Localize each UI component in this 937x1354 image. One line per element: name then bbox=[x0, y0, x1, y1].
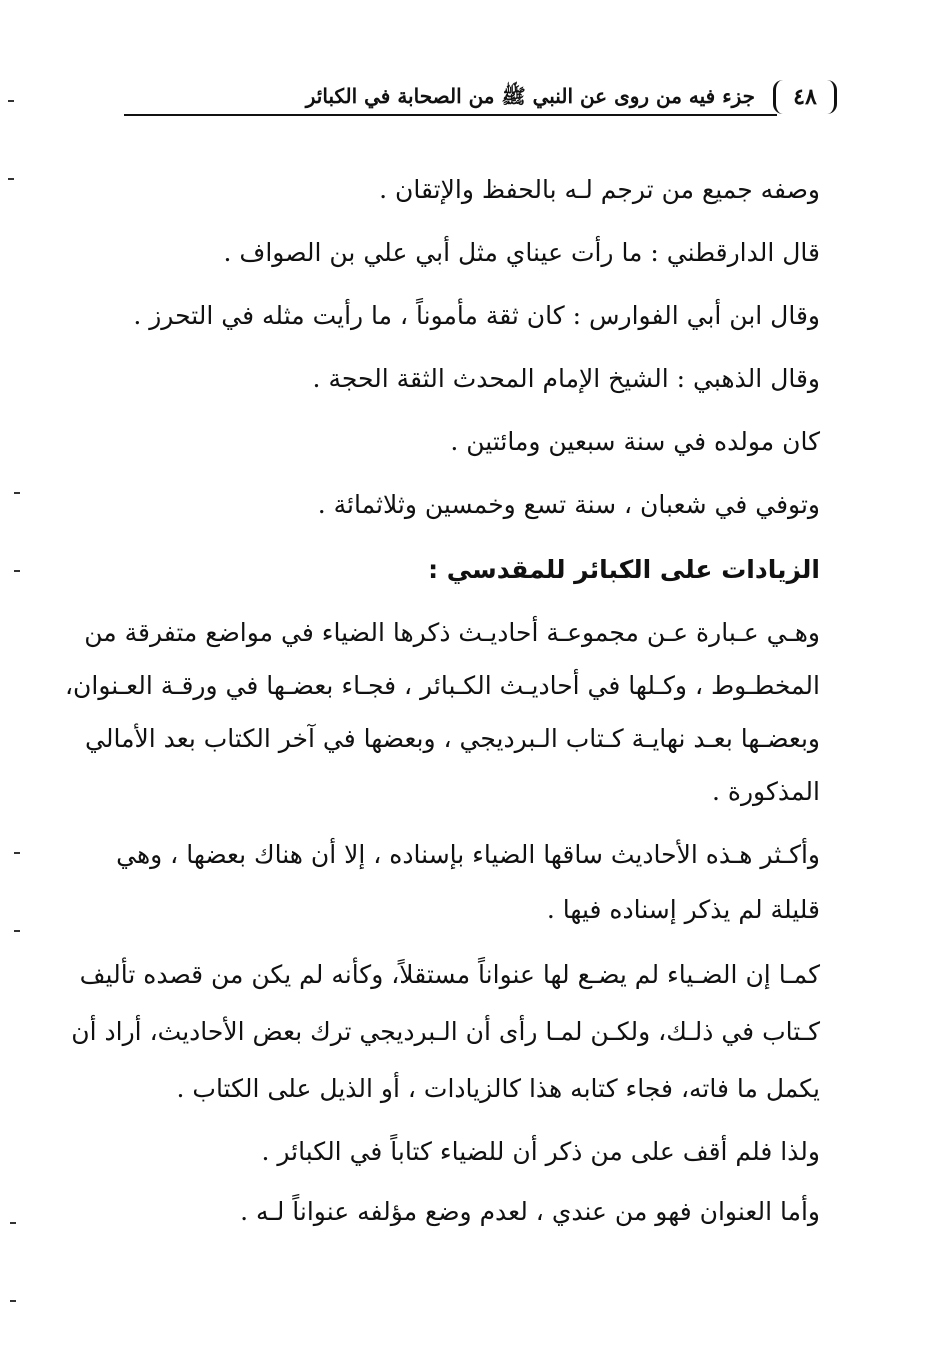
text-line: وصفه جميع من ترجم لـه بالحفظ والإتقان . bbox=[379, 175, 820, 204]
margin-mark bbox=[8, 178, 14, 180]
margin-mark bbox=[10, 1300, 16, 1302]
text-line: وقال الذهبي : الشيخ الإمام المحدث الثقة الحجة . bbox=[312, 364, 820, 393]
page-number: ٤٨ bbox=[773, 80, 837, 114]
running-title: جزء فيه من روى عن النبي ﷺ من الصحابة في الكبائر bbox=[305, 84, 755, 108]
text-line: قال الدارقطني : ما رأت عيناي مثل أبي علي بن الصواف . bbox=[223, 238, 820, 267]
text-line: يكمل ما فاته، فجاء كتابه هذا كالزيادات ، أو الذيل على الكتاب . bbox=[176, 1074, 820, 1103]
margin-mark bbox=[14, 852, 20, 854]
text-line: وأما العنوان فهو من عندي ، لعدم وضع مؤلفه عنواناً لـه . bbox=[240, 1197, 820, 1226]
text-line: المذكورة . bbox=[711, 777, 820, 806]
text-line: وقال ابن أبي الفوارس : كان ثقة مأموناً ، ما رأيت مثله في التحرز . bbox=[133, 301, 820, 330]
margin-mark bbox=[14, 930, 20, 932]
text-line: وأكـثر هـذه الأحاديث ساقها الضياء بإسناده ، إلا أن هناك بعضها ، وهي bbox=[116, 840, 820, 869]
text-line: المخطـوط ، وكـلها في أحاديـث الكـبائر ، فجـاء بعضـها في ورقـة العـنوان، bbox=[64, 671, 820, 700]
text-line: قليلة لم يذكر إسناده فيها . bbox=[546, 895, 820, 924]
text-line: كان مولده في سنة سبعين ومائتين . bbox=[450, 427, 820, 456]
margin-mark bbox=[14, 570, 20, 572]
margin-mark bbox=[14, 492, 20, 494]
section-heading: الزيادات على الكبائر للمقدسي : bbox=[428, 555, 820, 584]
text-line: كـتاب في ذلـك، ولكـن لمـا رأى أن الـبرديجي ترك بعض الأحاديث، أراد أن bbox=[71, 1017, 820, 1046]
margin-mark bbox=[8, 100, 14, 102]
body-text bbox=[64, 0, 820, 1354]
text-line: وبعضـها بعـد نهايـة كـتاب الـبرديجي ، وبعضها في آخر الكتاب بعد الأمالي bbox=[85, 724, 820, 753]
text-line: وتوفي في شعبان ، سنة تسع وخمسين وثلاثمائة . bbox=[317, 490, 820, 519]
text-line: كمـا إن الضـياء لم يضـع لها عنواناً مستقلاً، وكأنه لم يكن من قصده تأليف bbox=[79, 960, 820, 989]
text-line: ولذا فلم أقف على من ذكر أن للضياء كتاباً في الكبائر . bbox=[261, 1137, 820, 1166]
text-line: وهـي عـبارة عـن مجموعـة أحاديـث ذكرها الضياء في مواضع متفرقة من bbox=[84, 618, 820, 647]
margin-mark bbox=[10, 1222, 16, 1224]
